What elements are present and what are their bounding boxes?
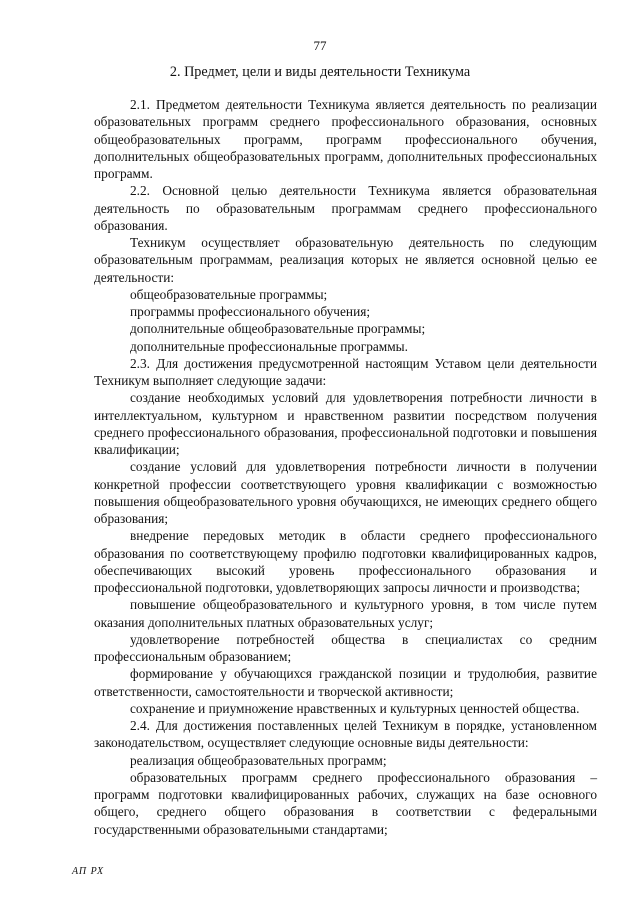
paragraph: повышение общеобразовательного и культурного уровня, в том числе путем оказания дополнительных платных образовательных услуг; bbox=[94, 597, 597, 630]
list-item: дополнительные общеобразовательные программы; bbox=[130, 321, 426, 337]
footer-mark: АП РХ bbox=[72, 866, 105, 877]
paragraph: 2.4. Для достижения поставленных целей Техникум в порядке, установленном законодательством, осуществляет следующие основные виды деятельности: bbox=[94, 718, 597, 751]
list-item: общеобразовательные программы; bbox=[130, 286, 328, 302]
paragraph: удовлетворение потребностей общества в специалистах со средним профессиональным образованием; bbox=[94, 631, 597, 664]
paragraph: создание необходимых условий для удовлетворения потребности личности в интеллектуальном, культурном и нравственном развитии посредством получения среднего профессионального образования, профессиональной подготовки и повышения квалификации; bbox=[94, 390, 597, 457]
paragraph: 2.1. Предметом деятельности Техникума является деятельность по реализации образовательных программ среднего профессионального образования, основных общеобразовательных программ, программ профессионального обучения, дополнительных общеобразовательных программ, дополнительных профессиональных программ. bbox=[94, 97, 597, 181]
paragraph: Техникум осуществляет образовательную деятельность по следующим образовательным программам, реализация которых не является основной целью ее деятельности: bbox=[94, 235, 597, 285]
paragraph: внедрение передовых методик в области среднего профессионального образования по соответствующему профилю подготовки квалифицированных кадров, обеспечивающих высокий уровень профессионального образования и профессиональной подготовки, удовлетворяющих запросы личности и производства; bbox=[94, 528, 597, 595]
paragraph: сохранение и приумножение нравственных и культурных ценностей общества. bbox=[130, 700, 580, 716]
paragraph: образовательных программ среднего профессионального образования – программ подготовки квалифицированных рабочих, служащих на базе основного общего, среднего общего образования в соответствии с федеральными государственными образовательными стандартами; bbox=[94, 769, 597, 837]
list-item: дополнительные профессиональные программы. bbox=[130, 338, 408, 354]
list-item: программы профессионального обучения; bbox=[130, 304, 371, 319]
paragraph: реализация общеобразовательных программ; bbox=[130, 752, 387, 768]
section-title: 2. Предмет, цели и виды деятельности Техникума bbox=[169, 64, 471, 80]
document-body bbox=[94, 96, 597, 838]
paragraph: создание условий для удовлетворения потребности личности в получении конкретной профессии соответствующего уровня квалификации с возможностью повышения общеобразовательного уровня обучающихся, не имеющих среднего общего образования; bbox=[94, 459, 597, 526]
page-number: 77 bbox=[313, 38, 327, 53]
paragraph: формирование у обучающихся гражданской позиции и трудолюбия, развитие ответственности, самостоятельности и творческой активности; bbox=[94, 666, 597, 699]
paragraph: 2.3. Для достижения предусмотренной настоящим Уставом цели деятельности Техникум выполняет следующие задачи: bbox=[94, 355, 597, 388]
paragraph: 2.2. Основной целью деятельности Техникума является образовательная деятельность по образовательным программам среднего профессионального образования. bbox=[94, 183, 597, 233]
